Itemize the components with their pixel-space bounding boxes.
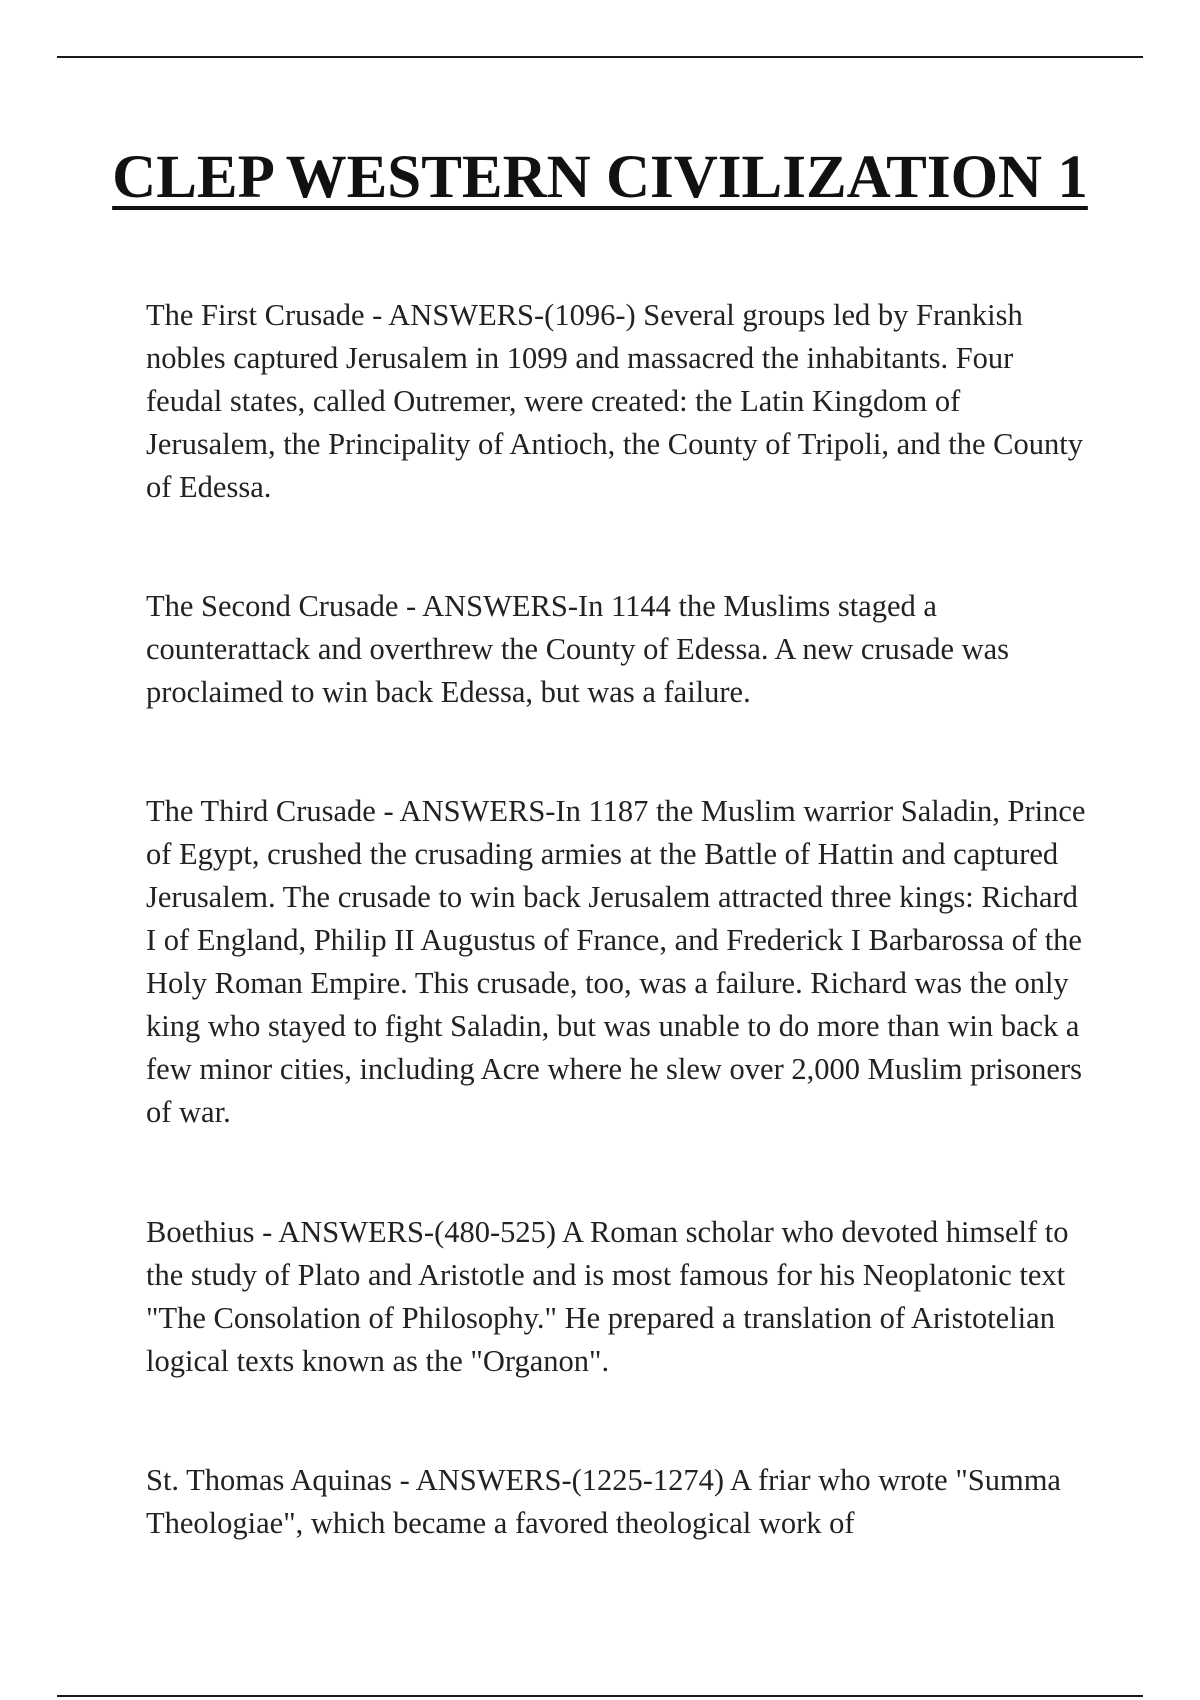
entry-thomas-aquinas: St. Thomas Aquinas - ANSWERS-(1225-1274) A friar who wrote "Summa Theologiae", which became a favored theological work of — [146, 1463, 1061, 1540]
entry-second-crusade: The Second Crusade - ANSWERS-In 1144 the Muslims staged a counterattack and overthrew the County of Edessa. A new crusade was proclaimed to win back Edessa, but was a failure. — [146, 589, 1010, 709]
bottom-divider — [57, 1695, 1143, 1697]
top-divider — [57, 56, 1143, 58]
entry-boethius: Boethius - ANSWERS-(480-525) A Roman scholar who devoted himself to the study of Plato and Aristotle and is most famous for his Neoplatonic text "The Consolation of Philosophy." He prepared a translation of Aristotelian logical texts known as the "Organon". — [146, 1215, 1069, 1378]
page-title-text: CLEP WESTERN CIVILIZATION 1 — [112, 144, 1088, 211]
page-title — [0, 142, 1200, 214]
entry-first-crusade: The First Crusade - ANSWERS-(1096-) Several groups led by Frankish nobles captured Jerusalem in 1099 and massacred the inhabitants. Four feudal states, called Outremer, were created: the Latin Kingdom of Jerusalem, the Principality of Antioch, the County of Tripoli, and the County of Edessa. — [146, 298, 1083, 504]
entry-third-crusade: The Third Crusade - ANSWERS-In 1187 the Muslim warrior Saladin, Prince of Egypt, crushed the crusading armies at the Battle of Hattin and captured Jerusalem. The crusade to win back Jerusalem attracted three kings: Richard I of England, Philip II Augustus of France, and Frederick I Barbarossa of the Holy Roman Empire. This crusade, too, was a failure. Richard was the only king who stayed to fight Saladin, but was unable to do more than win back a few minor cities, including Acre where he slew over 2,000 Muslim prisoners of war. — [146, 794, 1086, 1129]
